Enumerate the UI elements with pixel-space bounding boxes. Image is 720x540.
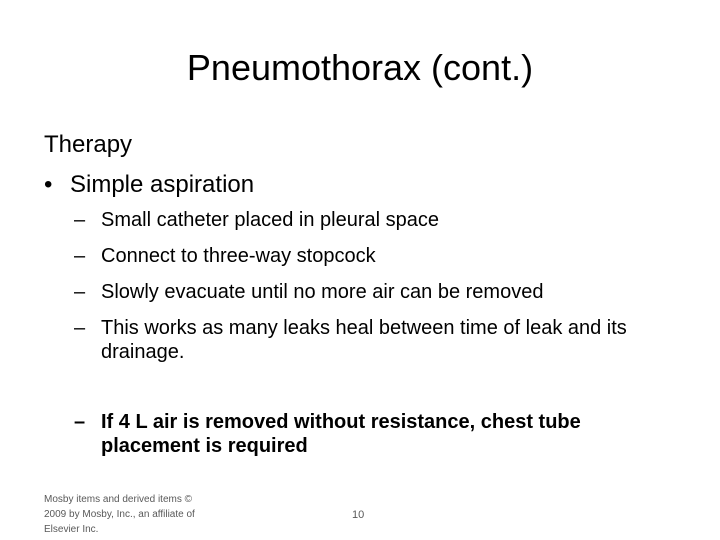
sub-item xyxy=(74,280,664,304)
sub-item xyxy=(74,244,664,268)
dash-marker: – xyxy=(74,411,86,433)
dash-marker: – xyxy=(74,209,86,231)
sub-item-text: Connect to three-way stopcock xyxy=(101,245,376,267)
dash-marker: – xyxy=(74,245,86,267)
dash-marker: – xyxy=(74,317,86,339)
bullet-marker: • xyxy=(44,171,53,198)
bullet-item xyxy=(44,170,254,200)
sub-item-text: Small catheter placed in pleural space xyxy=(101,209,439,231)
sub-item-text: Slowly evacuate until no more air can be removed xyxy=(101,281,544,303)
copyright-footer: Mosby items and derived items © 2009 by Mosby, Inc., an affiliate of Elsevier Inc. xyxy=(44,494,195,535)
emphasis-item xyxy=(74,410,664,458)
sub-item-text: This works as many leaks heal between time of leak and its drainage. xyxy=(101,317,627,363)
emphasis-item-text: If 4 L air is removed without resistance, chest tube placement is required xyxy=(101,411,581,457)
section-heading: Therapy xyxy=(44,131,133,158)
dash-marker: – xyxy=(74,281,86,303)
page-number: 10 xyxy=(352,509,365,521)
slide-title: Pneumothorax (cont.) xyxy=(186,47,534,88)
bullet-text: Simple aspiration xyxy=(70,171,255,198)
sub-item xyxy=(74,208,664,232)
sub-item xyxy=(74,316,664,364)
